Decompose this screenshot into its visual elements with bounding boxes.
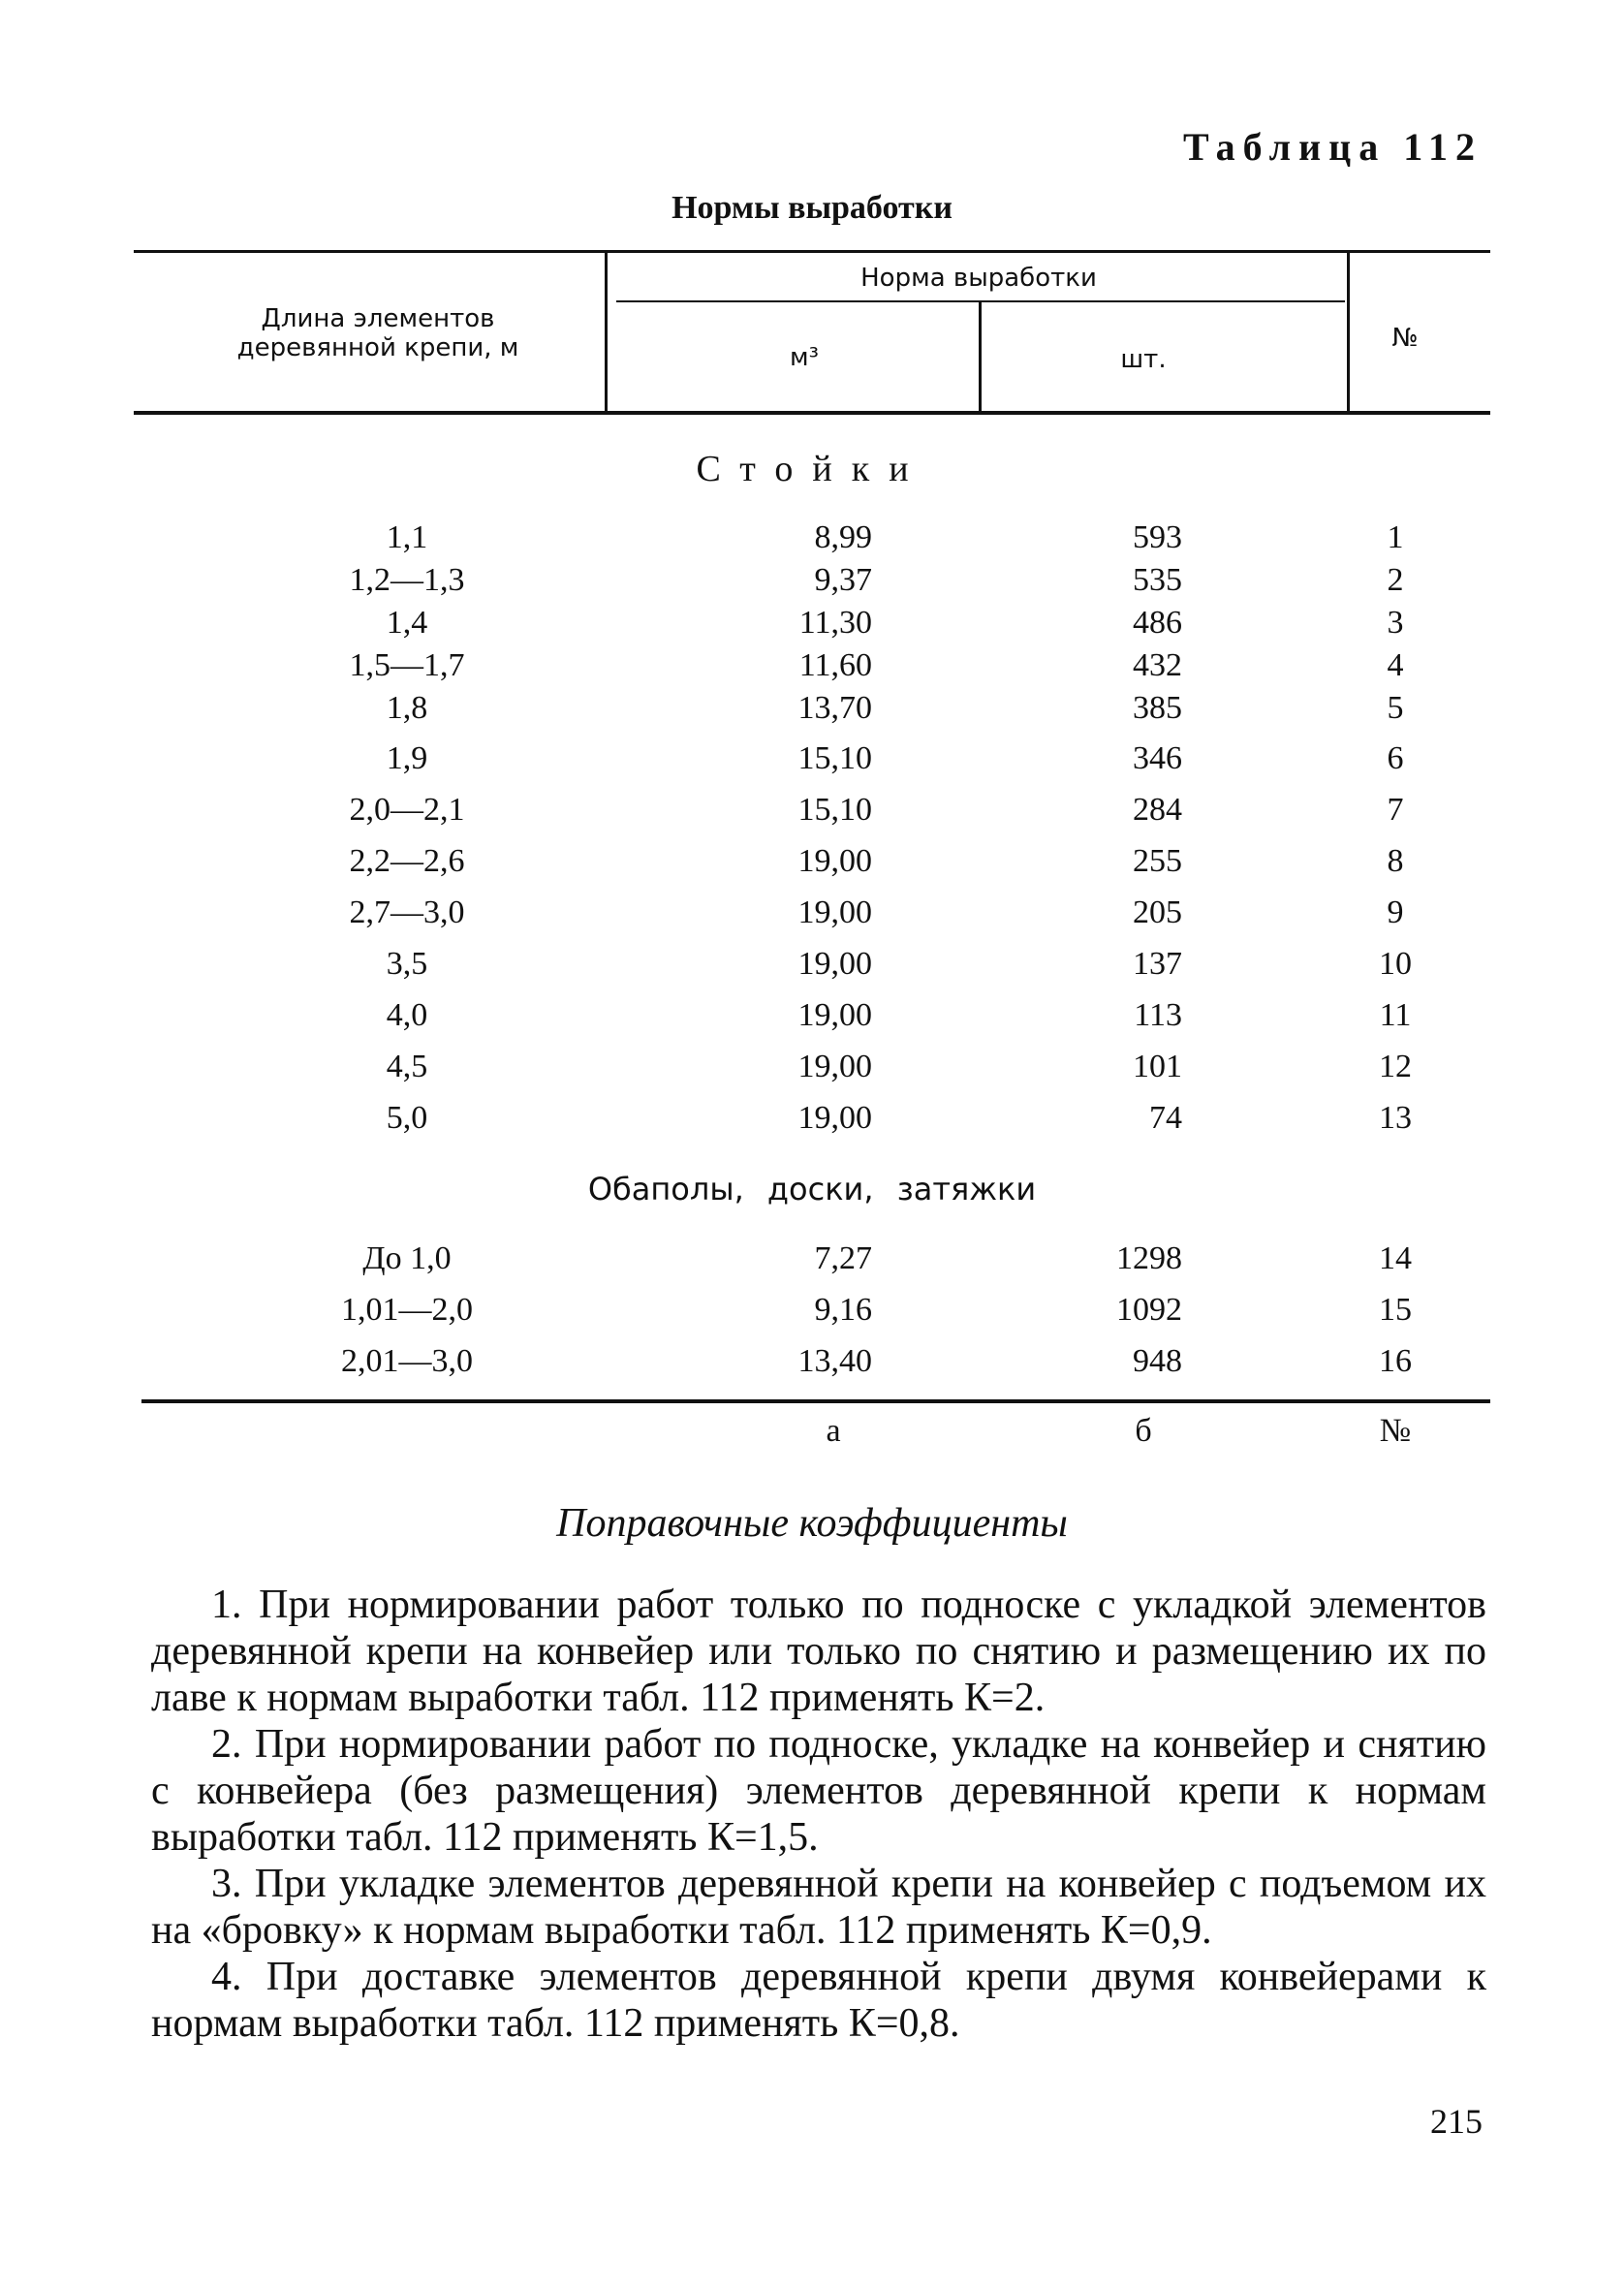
table-row: 2,01—3,0 13,40 948 16 xyxy=(341,1343,1412,1379)
header-divider-1 xyxy=(605,252,608,411)
corrections-list xyxy=(151,1582,1486,2047)
column-label-a: а xyxy=(826,1413,841,1449)
table-row: До 1,0 7,27 1298 14 xyxy=(362,1240,1412,1276)
header-divider-3 xyxy=(1347,252,1350,411)
table-row: 3,5 19,00 137 10 xyxy=(386,946,1412,982)
table-row: 1,01—2,0 9,16 1092 15 xyxy=(341,1292,1412,1328)
col-length-header: Длина элементов деревянной крепи, м xyxy=(236,304,519,362)
table-row: 4,0 19,00 113 11 xyxy=(386,997,1412,1033)
section-title-obapoly: Обаполы, доски, затяжки xyxy=(587,1171,1037,1207)
corrections-title: Поправочные коэффициенты xyxy=(556,1501,1068,1546)
header-bottom-rule xyxy=(134,411,1490,415)
table-row: 1,1 8,99 593 1 xyxy=(386,519,1404,555)
table-row: 5,0 19,00 74 13 xyxy=(386,1100,1412,1136)
table-row: 1,5—1,7 11,60 432 4 xyxy=(349,647,1404,683)
correction-item: 3. При укладке элементов деревянной крепи на конвейер с подъемом их на «бровку» к нормам выработки табл. 112 применять К=0,9. xyxy=(151,1862,1486,1953)
correction-item: 2. При нормировании работ по подноске, укладке на конвейер и снятию с конвейера (без размещения) элементов деревянной крепи к нормам выработки табл. 112 применять К=1,5. xyxy=(151,1722,1486,1860)
section-title-stoyki: Стойки xyxy=(696,449,928,489)
table-row: 1,2—1,3 9,37 535 2 xyxy=(349,562,1404,598)
col-no-header: № xyxy=(1391,324,1419,353)
table-row: 2,7—3,0 19,00 205 9 xyxy=(349,894,1404,930)
table-row: 2,0—2,1 15,10 284 7 xyxy=(349,792,1404,828)
table-row: 4,5 19,00 101 12 xyxy=(386,1049,1412,1084)
table-row: 1,9 15,10 346 6 xyxy=(386,740,1404,776)
column-label-no: № xyxy=(1379,1413,1412,1449)
correction-item: 4. При доставке элементов деревянной крепи двумя конвейерами к нормам выработки табл. 112 применять К=0,8. xyxy=(151,1955,1486,2046)
table-bottom-rule xyxy=(141,1399,1490,1403)
col-norm-group-header: Норма выработки xyxy=(860,264,1097,293)
col-m3-header: м³ xyxy=(789,343,820,372)
table-label: Таблица 112 xyxy=(1182,125,1483,169)
table-row: 2,2—2,6 19,00 255 8 xyxy=(349,843,1404,879)
col-pcs-header: шт. xyxy=(1120,345,1167,374)
page-number: 215 xyxy=(1430,2102,1483,2141)
header-divider-2 xyxy=(979,302,982,411)
table-title: Нормы выработки xyxy=(671,190,953,226)
table-top-rule xyxy=(134,250,1490,253)
table-row: 1,8 13,70 385 5 xyxy=(386,690,1404,726)
column-label-b: б xyxy=(1135,1413,1152,1449)
correction-item: 1. При нормировании работ только по подноске с укладкой элементов деревянной крепи на конвейер или только по снятию и размещению их по лаве к нормам выработки табл. 112 применять К=2. xyxy=(151,1583,1486,1720)
table-row: 1,4 11,30 486 3 xyxy=(386,605,1404,641)
